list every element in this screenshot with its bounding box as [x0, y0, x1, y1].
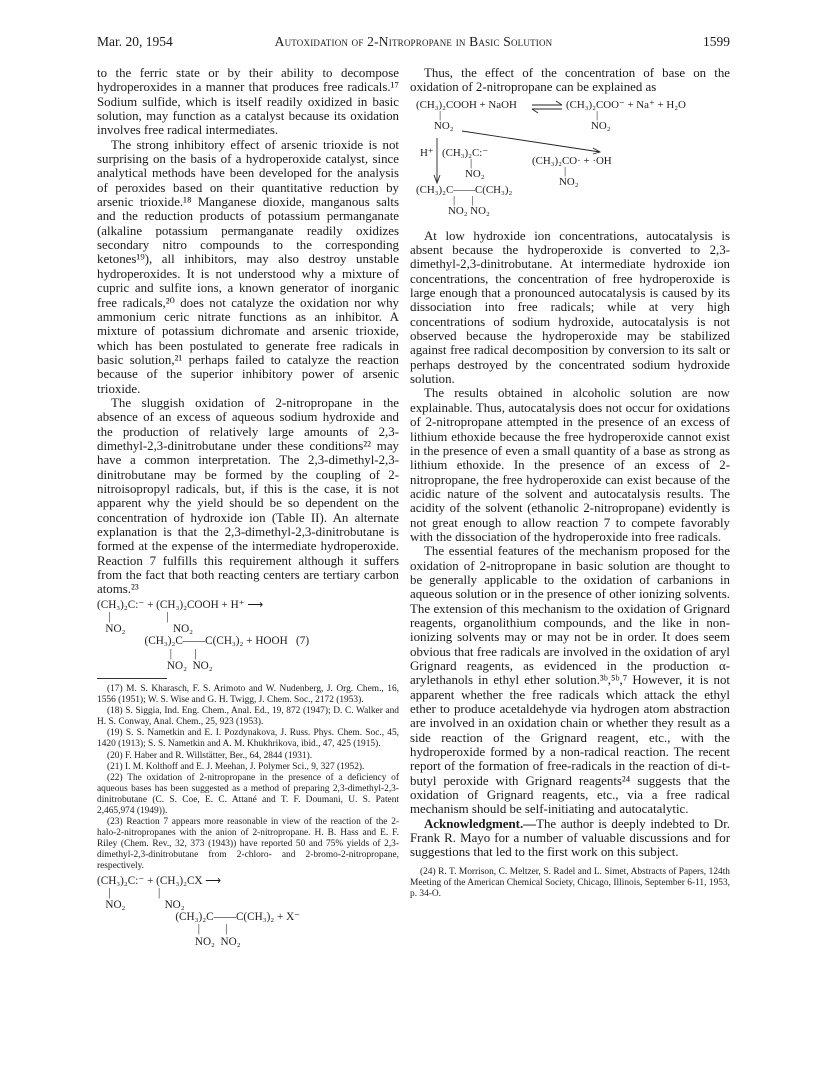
running-header: [97, 34, 730, 52]
footnote-21: (21) I. M. Kolthoff and E. J. Meehan, J. Polymer Sci., 9, 327 (1952).: [107, 761, 365, 772]
acknowledgment-body: The author is deeply indebted to Dr. Frank R. Mayo for a number of valuable discussions and for suggestions that led to the first work on this subject.: [410, 816, 730, 860]
left-paragraph-2: The strong inhibitory effect of arsenic trioxide is not surprising on the basis of a hydroperoxide catalyst, since analytical methods have been developed for the analysis of peroxides based on their quantitative reduction by arsenic trioxide.¹⁸ Manganese dioxide, manganous salts and the reduction products of potassium permanganate (alkaline potassium permanganate readily oxidizes secondary nitro compounds to the corresponding ketones¹⁹), all inhibitors, may also destroy unstable hydroperoxides. It is not understood why a mixture of cupric and sulfite ions, a known generator of inorganic free radicals,²⁰ does not catalyze the oxidation nor why ammonium ceric nitrate functions as an inhibitor. A mixture of potassium dichromate and arsenic trioxide, which has been postulated to generate free radicals in basic solution,²¹ perhaps failed to catalyze the reaction because of the superior inhibitory power of arsenic trioxide.: [97, 137, 399, 396]
left-paragraph-3: The sluggish oxidation of 2-nitropropane in the absence of an excess of aqueous sodium hydroxide and the production of relatively large amounts of 2,3-dimethyl-2,3-dinitrobutane under these conditions²² may have a common interpretation. The 2,3-dimethyl-2,3-dinitrobutane may be formed by the coupling of 2-nitroisopropyl radicals, but, if this is the case, it is not apparent why the yield should be so dependent on the concentration of hydroxide ion (Table II). An alternate explanation is that the 2,3-dimethyl-2,3-dinitrobutane is formed at the expense of the intermediate hydroperoxide. Reaction 7 fulfills this requirement although it suffers from the fact that both reacting centers are tertiary carbon atoms.²³: [97, 395, 399, 597]
scheme-radicals: (CH₃)₂CO· + ·OH: [532, 154, 612, 167]
bond-mark: |: [439, 108, 442, 121]
right-paragraph-3: The results obtained in alcoholic solution are now explainable. Thus, autocatalysis does not occur for oxidations of 2-nitropropane attempted in the presence of an excess of lithium ethoxide because the free hydroperoxide cannot exist in the presence of even a small quantity of a base as strong as lithium ethoxide. In the presence of an excess of 2-nitropropane, the free hydroperoxide can exist because of the acidic nature of the solvent and autocatalysis results. The acidity of the solvent (ethanolic 2-nitropropane) evidently is not great enough to allow reaction 7 to compete favorably with the dissociation of the hydroperoxide into free radicals.: [410, 386, 730, 544]
footnote-22: (22) The oxidation of 2-nitropropane in the presence of a deficiency of aqueous bases has been suggested as a method of preparing 2,3-dimethyl-2,3-dinitrobutane (C. S. Coe, E. C. Attané and T. F. Doumani, U. S. Patent 2,465,974 (1949)).: [97, 772, 399, 816]
footnote-rule: [97, 678, 167, 679]
right-paragraph-1: Thus, the effect of the concentration of base on the oxidation of 2-nitropropane can be explained as: [410, 66, 730, 95]
acknowledgment: [410, 817, 730, 860]
footnote-19: (19) S. S. Nametkin and E. I. Pozdynakova, J. Russ. Phys. Chem. Soc., 45, 1420 (1913); S. S. Nametkin and A. M. Khukhrikova, ibid., 47, 425 (1915).: [97, 728, 399, 750]
bond-mark: | |: [453, 193, 474, 206]
footnote-24: (24) R. T. Morrison, C. Meltzer, S. Radel and L. Simet, Abstracts of Papers, 124th Meeting of the American Chemical Society, Chicago, Illinois, September 6-11, 1953, p. 34-O.: [410, 866, 730, 899]
header-date: Mar. 20, 1954: [97, 34, 173, 49]
scheme-no2-a: NO₂: [434, 119, 454, 132]
scheme-salt: (CH₃)₂COO⁻ + Na⁺ + H₂O: [566, 98, 686, 111]
page-number: 1599: [703, 34, 730, 49]
scheme-no2-e: NO₂ NO₂: [448, 204, 490, 217]
left-paragraph-1: to the ferric state or by their ability to decompose hydroperoxides in a manner that produces free radicals.¹⁷ Sodium sulfide, which is itself readily oxidized in basic solution, may function as a catalyst because its oxidation involves free radical intermediates.: [97, 66, 399, 138]
right-column: [410, 66, 730, 900]
scheme-no2-b: NO₂: [591, 119, 611, 132]
equation-halo: (CH₃)₂C:⁻ + (CH₃)₂CX ⟶ | | NO₂ NO₂ (CH₃)₂C——C(CH₃)₂ + X⁻ | | NO₂ NO₂: [97, 874, 301, 948]
scheme-no2-c: NO₂: [465, 167, 485, 180]
footnote-17: (17) M. S. Kharasch, F. S. Arimoto and W. Nudenberg, J. Org. Chem., 16, 1556 (1951); W. S. Wise and G. H. Twigg, J. Chem. Soc., 2172 (1953).: [97, 683, 399, 706]
scheme-hydroperoxide: (CH₃)₂COOH + NaOH: [416, 98, 517, 111]
scheme-no2-d: NO₂: [559, 175, 579, 188]
mechanism-scheme: [410, 97, 730, 225]
right-paragraph-2: At low hydroxide ion concentrations, autocatalysis is absent because the hydroperoxide is converted to 2,3-dimethyl-2,3-dinitrobutane. At intermediate hydroxide ion concentrations, the concentration of free hydroperoxide is large enough that a pronounced autocatalysis is caused by its dissociation into free radicals; while at very high concentrations of sodium hydroxide, autocatalysis is not observed because the hydroperoxide may be stabilized against free radical decomposition by conversion to its salt or perhaps destroyed by the concentrated sodium hydroxide solution.: [410, 228, 730, 387]
scheme-dimer: (CH₃)₂C——C(CH₃)₂: [416, 183, 513, 196]
bond-mark: |: [596, 108, 599, 121]
left-column: [97, 66, 399, 951]
scheme-proton: H⁺: [420, 146, 434, 159]
header-title: Autoxidation of 2-Nitropropane in Basic Solution: [274, 34, 553, 49]
acknowledgment-heading: Acknowledgment.—: [424, 816, 537, 831]
bond-mark: |: [470, 156, 473, 169]
bond-mark: |: [564, 164, 567, 177]
footnote-23: (23) Reaction 7 appears more reasonable in view of the reaction of the 2-halo-2-nitropropanes with the anion of 2-nitropropane. H. B. Hass and E. F. Riley (Chem. Rev., 32, 373 (1943)) have reported 50 and 75% yields of 2,3-dimethyl-2,3-dinitrobutane from 2-chloro- and 2-bromo-2-nitropropane, respectively.: [97, 817, 399, 872]
footnote-18: (18) S. Siggia, Ind. Eng. Chem., Anal. Ed., 19, 872 (1947); D. C. Walker and H. S. Conway, Anal. Chem., 25, 923 (1953).: [97, 706, 399, 728]
right-paragraph-4: The essential features of the mechanism proposed for the oxidation of 2-nitropropane in basic solution are thought to be generally applicable to the oxidation of carbanions in aqueous solution or in the presence of other ionizing solvents. The extension of this mechanism to the oxidation of Grignard reagents, organolithium compounds, and the like in non-ionizing solvents may or may not be in order. It does seem obvious that free radicals are involved in the oxidation of aryl Grignard reagents, as evidenced in the production α-arylethanols in ethyl ether solution.³ᵇ,⁵ᵇ,⁷ However, it is not apparent whether the free radicals which attack the ethyl ether to produce acetaldehyde via hydrogen atom abstraction are involved in an oxidation chain or whether they result as a side reaction of the Grignard reagent, etc., with the hydroperoxide formed by a non-radical reaction. The recent report of the formation of free-radicals in the reaction of di-t-butyl peroxide with Grignard reagents²⁴ suggests that the oxidation of Grignard reagents, etc., via a free radical mechanism should be self-initiating and autocatalytic.: [410, 544, 730, 817]
equation-7: (CH₃)₂C:⁻ + (CH₃)₂COOH + H⁺ ⟶ | | NO₂ NO₂ (CH₃)₂C——C(CH₃)₂ + HOOH (7) | | NO₂ NO₂: [97, 598, 310, 672]
scheme-carbanion: (CH₃)₂C:⁻: [442, 146, 489, 159]
footnote-20: (20) F. Haber and R. Willstätter, Ber., 64, 2844 (1931).: [107, 750, 313, 761]
